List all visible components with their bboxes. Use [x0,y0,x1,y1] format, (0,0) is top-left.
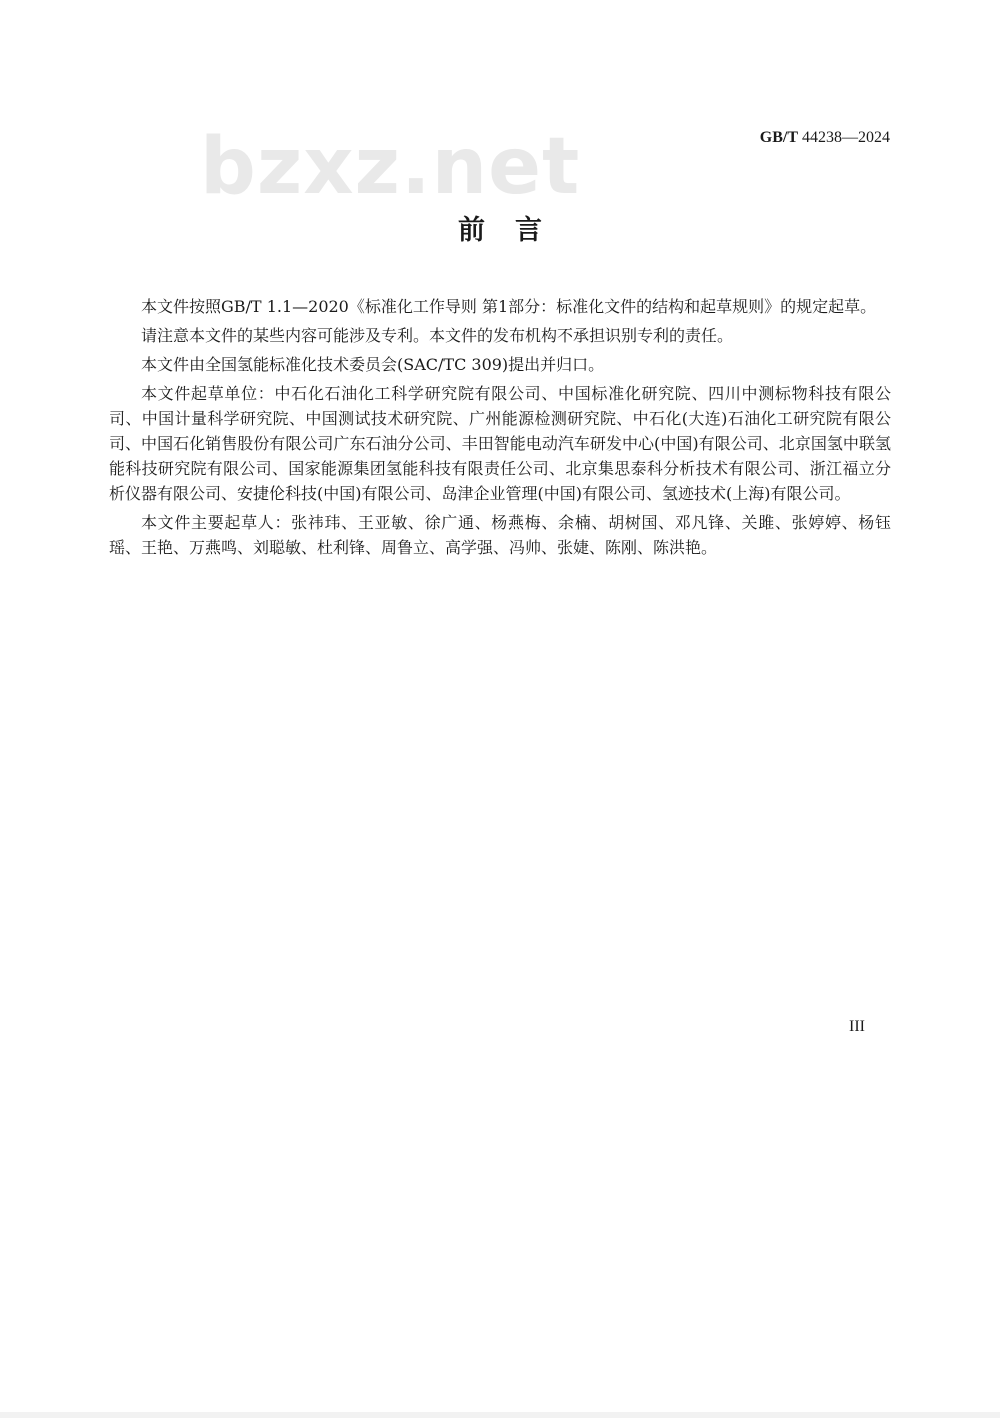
foreword-body [109,294,891,564]
standard-number [760,128,890,148]
watermark: bzxz.net [200,122,581,212]
standard-code: GB/T [759,129,798,146]
page-title: 前言 [458,215,572,246]
standard-number-value: 44238—2024 [802,129,890,146]
page-bottom-edge [0,1412,1000,1418]
paragraph-patent-notice: 请注意本文件的某些内容可能涉及专利。本文件的发布机构不承担识别专利的责任。 [141,326,734,345]
paragraph-committee: 本文件由全国氢能标准化技术委员会(SAC/TC 309)提出并归口。 [141,355,605,374]
paragraph-drafters: 本文件主要起草人：张祎玮、王亚敏、徐广通、杨燕梅、余楠、胡树国、邓凡锋、关雎、张婷婷、杨钰瑶、王艳、万燕鸣、刘聪敏、杜利锋、周鲁立、高学强、冯帅、张婕、陈刚、陈洪艳。 [109,513,891,557]
paragraph-drafting-units: 本文件起草单位：中石化石油化工科学研究院有限公司、中国标准化研究院、四川中测标物科技有限公司、中国计量科学研究院、中国测试技术研究院、广州能源检测研究院、中石化(大连)石油化工研究院有限公司、中国石化销售股份有限公司广东石油分公司、丰田智能电动汽车研发中心(中国)有限公司、北京国氢中联氢能科技研究院有限公司、国家能源集团氢能科技有限责任公司、北京集思泰科分析技术有限公司、浙江福立分析仪器有限公司、安捷伦科技(中国)有限公司、岛津企业管理(中国)有限公司、氢迹技术(上海)有限公司。 [109,384,891,503]
page-number: III [849,1018,865,1035]
paragraph-drafting-rules: 本文件按照GB/T 1.1—2020《标准化工作导则 第1部分：标准化文件的结构和起草规则》的规定起草。 [141,297,877,316]
